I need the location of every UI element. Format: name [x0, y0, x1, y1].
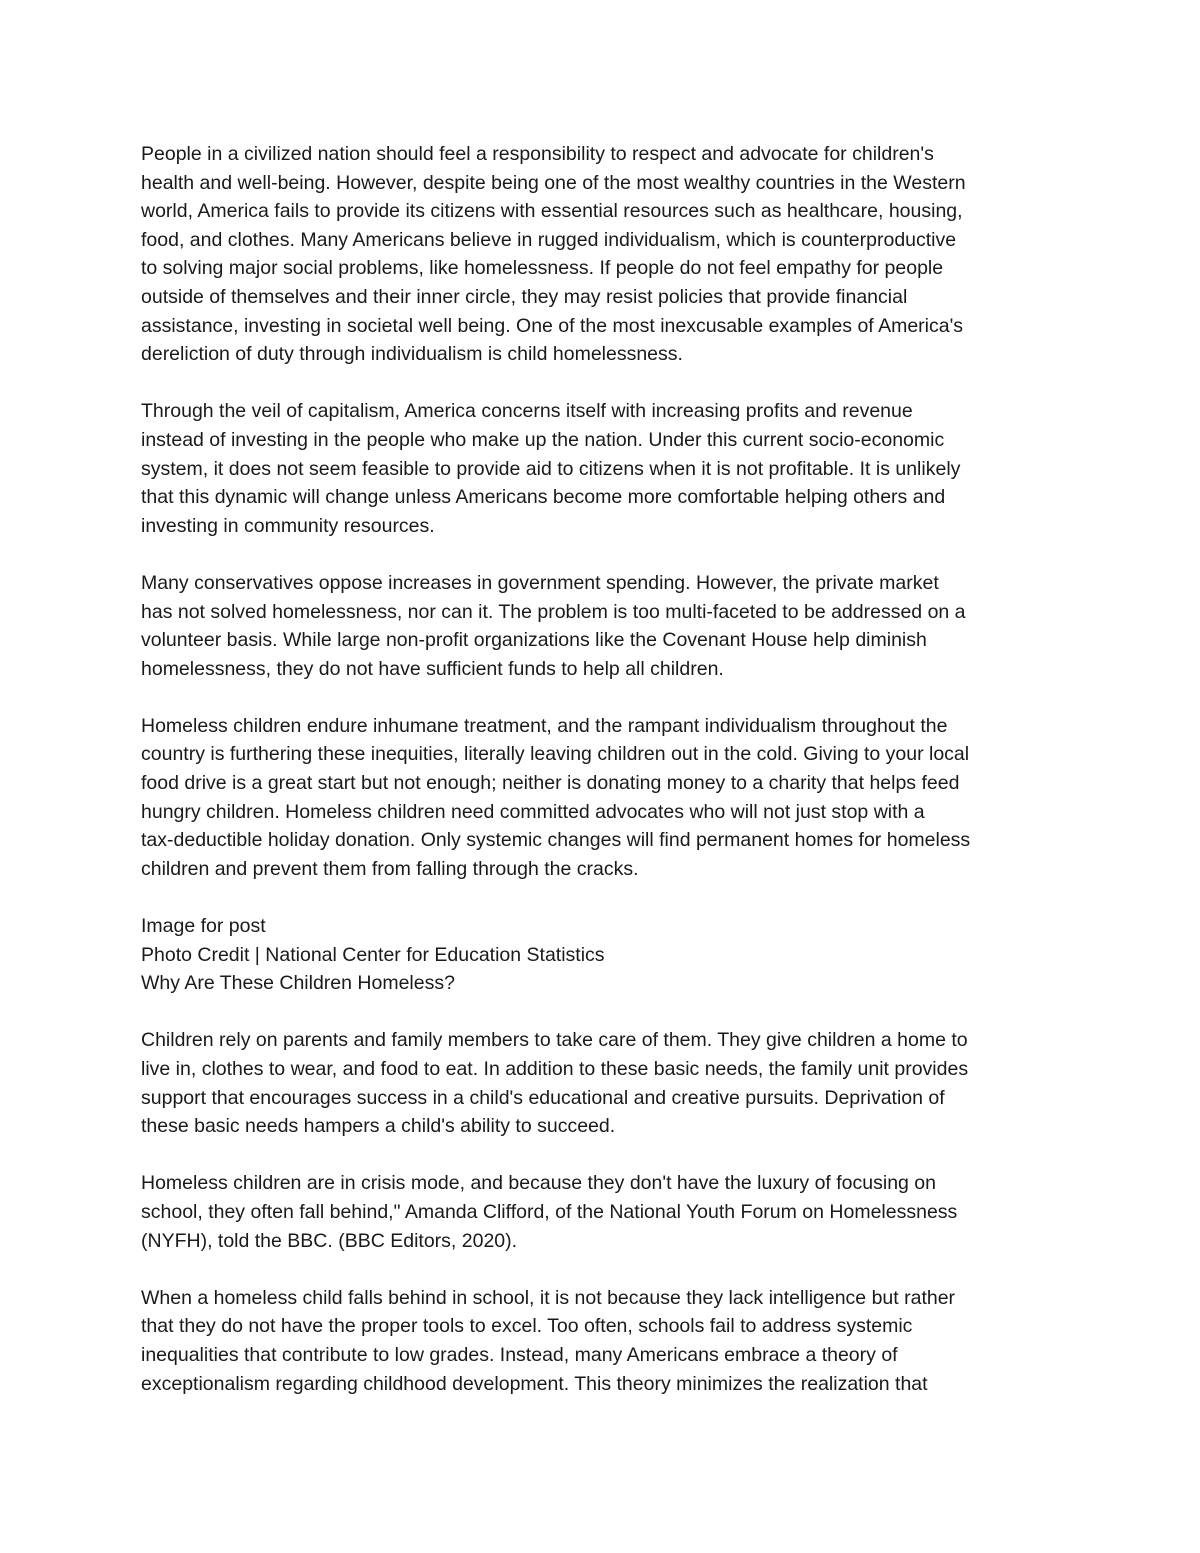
document-body [141, 140, 1081, 1427]
paragraph-2: Through the veil of capitalism, America concerns itself with increasing profits and revenue instead of investing in the people who make up the nation. Under this current socio-economic system, it does not seem feasible to provide aid to citizens when it is not profitable. It is unlikely that this dynamic will change unless Americans become more comfortable helping others and investing in community resources. [141, 400, 961, 537]
photo-credit: Photo Credit | National Center for Education Statistics [141, 943, 605, 966]
paragraph-7: When a homeless child falls behind in school, it is not because they lack intelligence but rather that they do not have the proper tools to excel. Too often, schools fail to address systemic inequalities that contribute to low grades. Instead, many Americans embrace a theory of exceptionalism regarding childhood development. This theory minimizes the realization that [141, 1286, 956, 1395]
paragraph-3: Many conservatives oppose increases in government spending. However, the private market has not solved homelessness, nor can it. The problem is too multi-faceted to be addressed on a volunteer basis. While large non-profit organizations like the Covenant House help diminish homelessness, they do not have sufficient funds to help all children. [141, 571, 966, 680]
paragraph-6: Homeless children are in crisis mode, and because they don't have the luxury of focusing on school, they often fall behind," Amanda Clifford, of the National Youth Forum on Homelessness (NYFH), told the BBC. (BBC Editors, 2020). [141, 1172, 958, 1252]
paragraph-1: People in a civilized nation should feel a responsibility to respect and advocate for children's health and well-being. However, despite being one of the most wealthy countries in the Western world, America fails to provide its citizens with essential resources such as healthcare, housing, food, and clothes. Many Americans believe in rugged individualism, which is counterproductive to solving major social problems, like homelessness. If people do not feel empathy for people outside of themselves and their inner circle, they may resist policies that provide financial assistance, investing in societal well being. One of the most inexcusable examples of America's dereliction of duty through individualism is child homelessness. [141, 143, 966, 366]
image-caption-block [141, 912, 1081, 998]
paragraph-4: Homeless children endure inhumane treatment, and the rampant individualism throughout the country is furthering these inequities, literally leaving children out in the cold. Giving to your local food drive is a great start but not enough; neither is donating money to a charity that helps feed hungry children. Homeless children need committed advocates who will not just stop with a tax-deductible holiday donation. Only systemic changes will find permanent homes for homeless children and prevent them from falling through the cracks. [141, 714, 971, 880]
paragraph-5: Children rely on parents and family members to take care of them. They give children a home to live in, clothes to wear, and food to eat. In addition to these basic needs, the family unit provides support that encourages success in a child's educational and creative pursuits. Deprivation of these basic needs hampers a child's ability to succeed. [141, 1029, 969, 1138]
image-placeholder-note: Image for post [141, 915, 266, 938]
section-heading: Why Are These Children Homeless? [141, 972, 455, 995]
